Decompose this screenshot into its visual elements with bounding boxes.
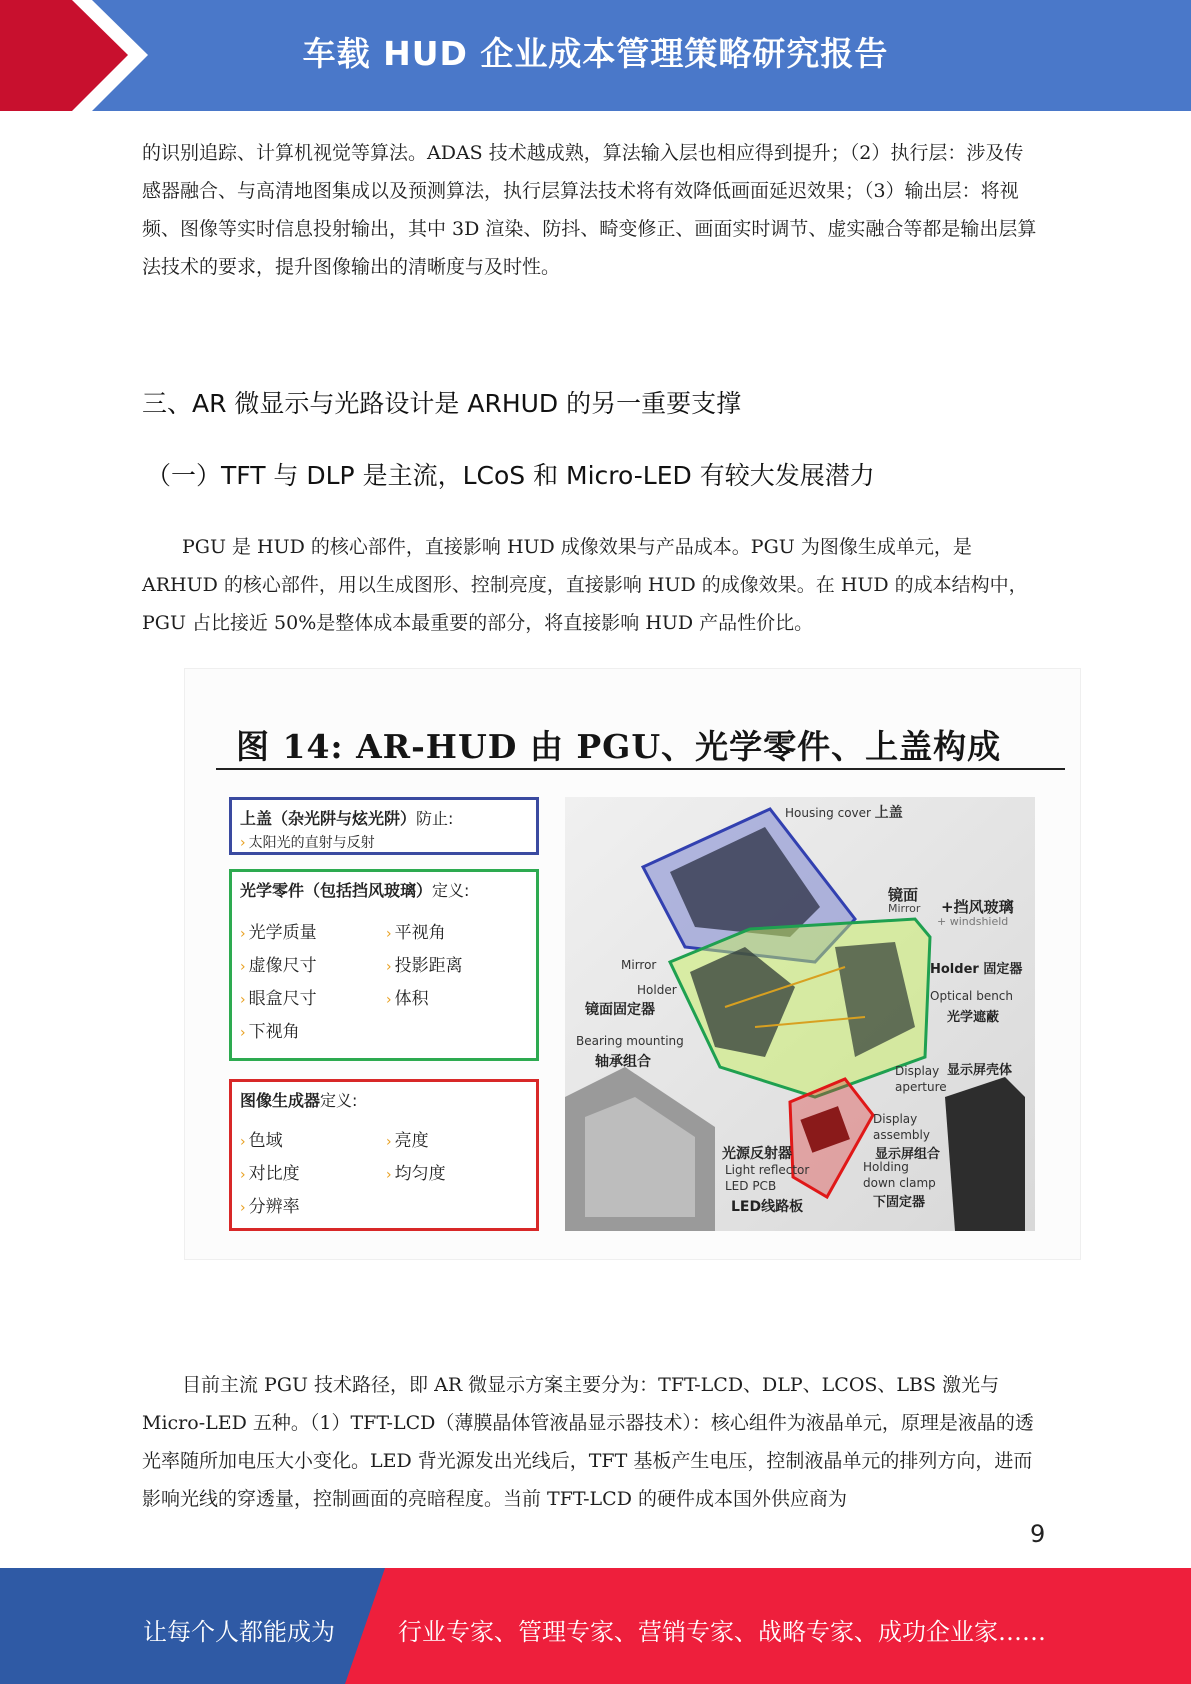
label-bearing-en: Bearing mounting — [576, 1034, 684, 1048]
label-bearing-cn: 轴承组合 — [595, 1054, 651, 1070]
label-mirror2-en: Mirror — [621, 958, 657, 972]
optics-box — [229, 869, 539, 1061]
chevron-right-icon: › — [240, 1025, 246, 1041]
list-item: › 亮度 — [386, 1131, 429, 1151]
figure-title: 图 14: AR-HUD 由 PGU、光学零件、上盖构成 — [236, 727, 1002, 766]
chevron-right-icon: › — [386, 1134, 392, 1150]
page-header — [0, 0, 1191, 111]
label-display-aperture: Display aperture — [895, 1064, 947, 1094]
list-item: › 下视角 — [240, 1022, 300, 1042]
list-item: › 体积 — [386, 989, 429, 1009]
chevron-right-icon: › — [240, 1134, 246, 1150]
chevron-right-icon: › — [240, 959, 246, 975]
label-holding-clamp: Holding down clamp — [863, 1160, 936, 1190]
intro-paragraph: 的识别追踪、计算机视觉等算法。ADAS 技术越成熟，算法输入层也相应得到提升；（2）执行层：涉及传感器融合、与高清地图集成以及预测算法，执行层算法技术将有效降低画面延迟效果；（3）输出层：将视频、图像等实时信息投射输出，其中 3D 渲染、防抖、畸变修正、画面实时调节、虚实融合等都是输出层算法技术的要求，提升图像输出的清晰度与及时性。 — [142, 142, 1037, 278]
cover-box-heading: 上盖（杂光阱与炫光阱）防止: — [240, 809, 454, 828]
cover-box — [229, 797, 539, 855]
pgu-box — [229, 1079, 539, 1231]
label-mirror-holder-cn: 镜面固定器 — [585, 1002, 655, 1018]
subsection-heading: （一）TFT 与 DLP 是主流，LCoS 和 Micro-LED 有较大发展潜力 — [146, 461, 875, 490]
label-display-assembly: Display assembly — [873, 1112, 930, 1142]
pgu-route-paragraph: 目前主流 PGU 技术路径，即 AR 微显示方案主要分为：TFT-LCD、DLP、LCOS、LBS 激光与 Micro-LED 五种。（1）TFT-LCD（薄膜晶体管液晶显示器技术）：核心组件为液晶单元，原理是液晶的透光率随所加电压大小变化。LED 背光源发出光线后，TFT 基板产生电压，控制液晶单元的排列方向，进而影响光线的穿透量，控制画面的亮暗程度。当前 TFT-LCD 的硬件成本国外供应商为 — [142, 1374, 1034, 1510]
label-led-pcb-cn: LED线路板 — [731, 1199, 804, 1215]
header-title: 车载 HUD 企业成本管理策略研究报告 — [302, 34, 889, 73]
list-item: › 平视角 — [386, 923, 446, 943]
label-optical-bench-cn: 光学遮蔽 — [947, 1010, 1000, 1025]
label-holding-cn: 下固定器 — [873, 1195, 926, 1210]
label-mirror-cn: 镜面 — [888, 886, 919, 904]
pgu-paragraph: PGU 是 HUD 的核心部件，直接影响 HUD 成像效果与产品成本。PGU 为图像生成单元，是 ARHUD 的核心部件，用以生成图形、控制亮度，直接影响 HUD 的成像效果。在 HUD 的成本结构中，PGU 占比接近 50%是整体成本最重要的部分，将直接影响 HUD 产品性价比。 — [142, 536, 1028, 634]
list-item: › 分辨率 — [240, 1197, 300, 1217]
label-housing-cover: Housing cover 上盖 — [785, 805, 903, 821]
label-mirror-en: Mirror — [888, 902, 921, 915]
chevron-right-icon: › — [386, 926, 392, 942]
figure-title-rule — [216, 768, 1065, 770]
label-light-reflector-cn: 光源反射器 — [722, 1146, 792, 1162]
list-item: › 均匀度 — [386, 1164, 446, 1184]
optics-box-heading: 光学零件（包括挡风玻璃）定义: — [240, 881, 470, 900]
page-number: 9 — [1030, 1520, 1046, 1548]
chevron-right-icon: › — [240, 1200, 246, 1216]
section-heading: 三、AR 微显示与光路设计是 ARHUD 的另一重要支撑 — [142, 389, 742, 418]
label-light-reflector-en: Light reflector — [725, 1163, 810, 1177]
footer-slogan-right: 行业专家、管理专家、营销专家、战略专家、成功企业家…… — [398, 1618, 1046, 1646]
label-windshield-en: + windshield — [937, 915, 1009, 928]
list-item: › 光学质量 — [240, 923, 317, 943]
chevron-right-icon: › — [386, 959, 392, 975]
cover-box-item: › 太阳光的直射与反射 — [240, 835, 375, 851]
label-display-housing-cn: 显示屏壳体 — [947, 1063, 1013, 1078]
footer-slogan-left: 让每个人都能成为 — [143, 1618, 335, 1646]
list-item: › 投影距离 — [386, 956, 463, 976]
figure-14 — [184, 668, 1081, 1260]
chevron-right-icon: › — [386, 992, 392, 1008]
list-item: › 色域 — [240, 1131, 283, 1151]
pgu-box-heading: 图像生成器定义: — [240, 1091, 358, 1110]
label-windshield-cn: +挡风玻璃 — [941, 898, 1014, 916]
chevron-right-icon: › — [386, 1167, 392, 1183]
label-display-assembly-cn: 显示屏组合 — [875, 1147, 941, 1162]
chevron-right-icon: › — [240, 992, 246, 1008]
list-item: › 对比度 — [240, 1164, 300, 1184]
label-optical-bench-en: Optical bench — [930, 989, 1014, 1003]
list-item: › 眼盒尺寸 — [240, 989, 317, 1009]
label-holder-en: Holder — [637, 983, 677, 997]
label-holder-right: Holder 固定器 — [930, 962, 1023, 977]
chevron-right-icon: › — [240, 835, 246, 851]
label-led-pcb-en: LED PCB — [725, 1179, 777, 1193]
chevron-right-icon: › — [240, 926, 246, 942]
list-item: › 虚像尺寸 — [240, 956, 317, 976]
chevron-right-icon: › — [240, 1167, 246, 1183]
